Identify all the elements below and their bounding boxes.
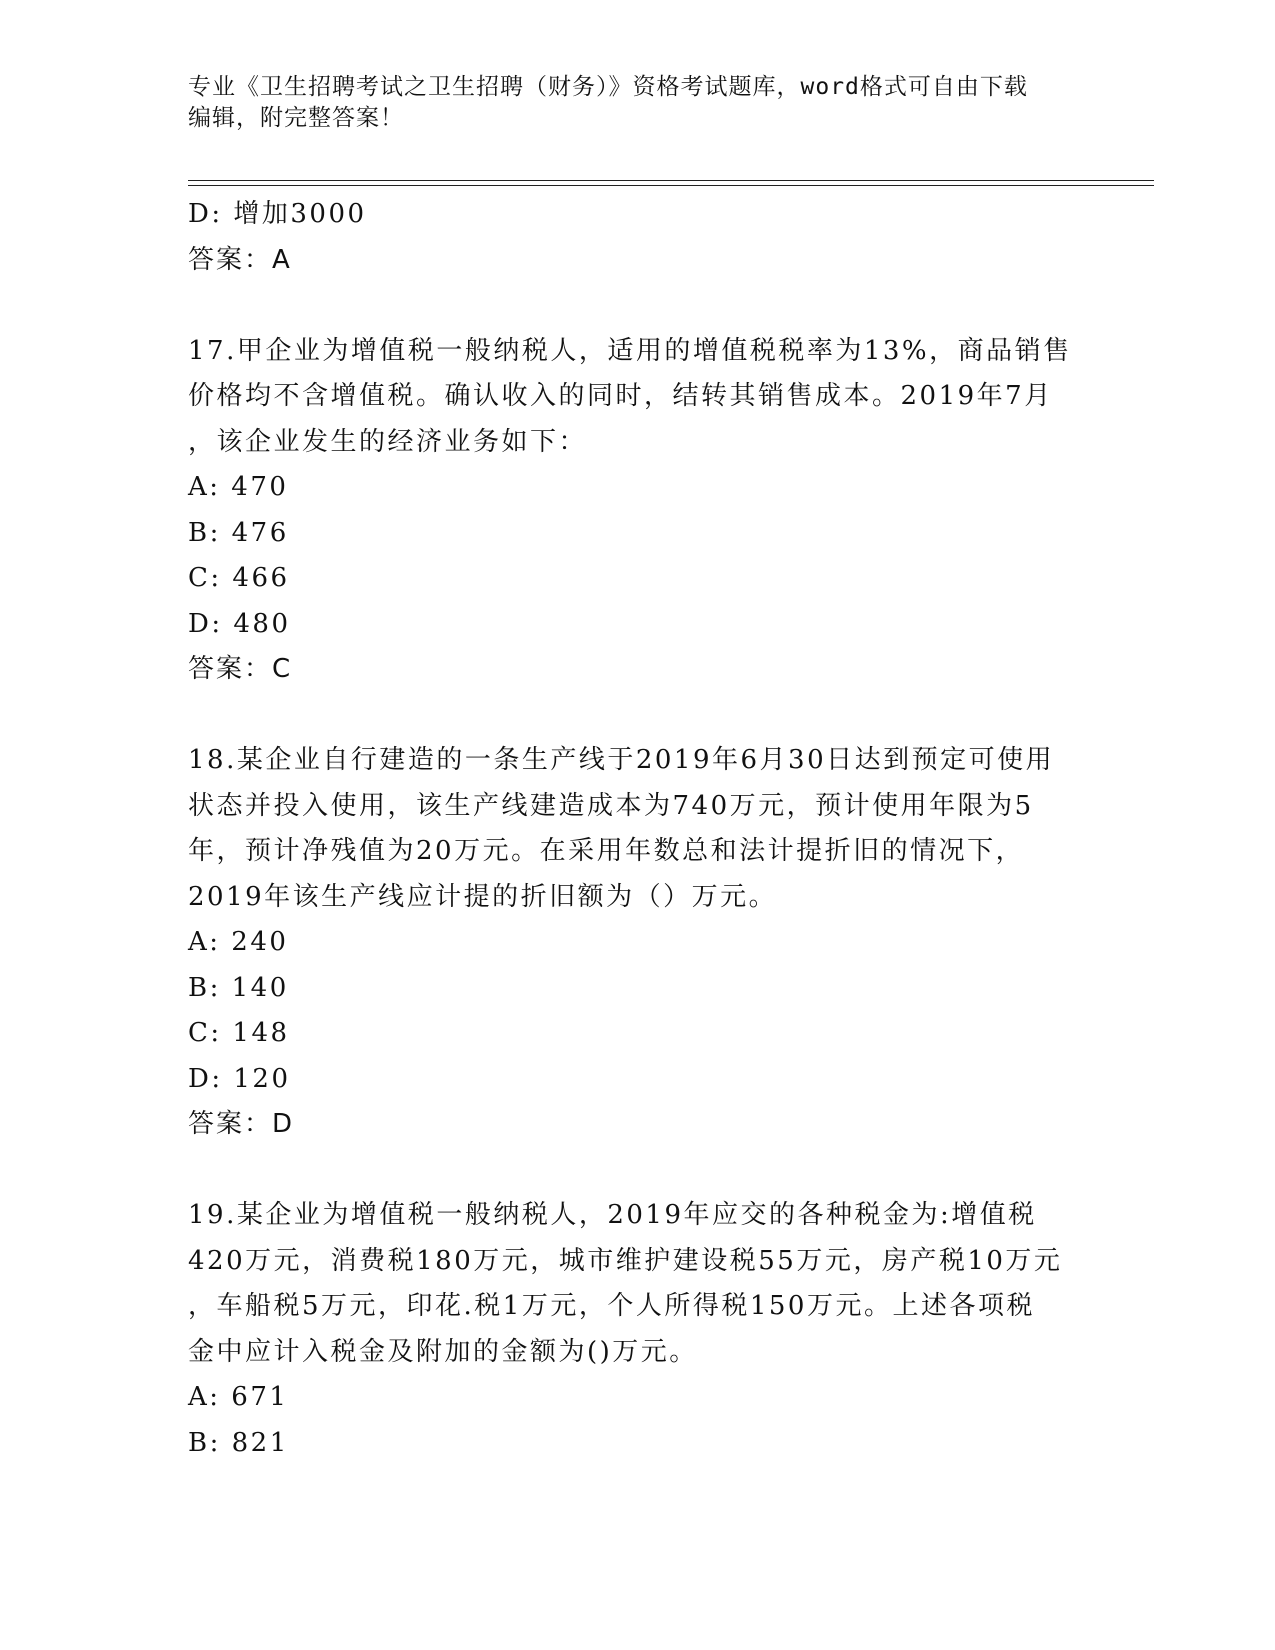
question-stem-line: ，车船税5万元，印花.税1万元，个人所得税150万元。上述各项税 (188, 1291, 1035, 1321)
option-b: B: 821 (188, 1427, 289, 1458)
question-stem-line: 金中应计入税金及附加的金额为()万元。 (188, 1336, 698, 1367)
question-19 (188, 1193, 1088, 1466)
option-d: D: 120 (188, 1063, 291, 1094)
spacer (188, 693, 1088, 739)
option-c: C: 466 (188, 563, 290, 593)
question-stem-line: 价格均不含增值税。确认收入的同时，结转其销售成本。2019年7月 (188, 381, 1053, 411)
document-header (188, 72, 1088, 134)
question-stem-line: ，该企业发生的经济业务如下： (188, 426, 588, 457)
option-a: A: 240 (188, 927, 289, 957)
question-content (188, 192, 1088, 1466)
answer: 答案：C (188, 654, 293, 684)
spacer (188, 1148, 1088, 1194)
prev-answer: 答案：A (188, 244, 292, 275)
question-stem-line: 2019年该生产线应计提的折旧额为（）万元。 (188, 881, 778, 912)
header-rule-top (188, 180, 1154, 181)
question-18 (188, 738, 1088, 1148)
option-a: A: 470 (188, 472, 289, 502)
question-stem-line: 420万元，消费税180万元，城市维护建设税55万元，房产税10万元 (188, 1245, 1063, 1276)
header-line-2: 编辑，附完整答案！ (188, 105, 404, 131)
question-17 (188, 329, 1088, 693)
prev-option-d: D: 增加3000 (188, 199, 367, 229)
spacer (188, 283, 1088, 329)
header-line-1: 专业《卫生招聘考试之卫生招聘（财务）》资格考试题库，word格式可自由下载 (188, 74, 1028, 100)
question-stem-line: 19.某企业为增值税一般纳税人，2019年应交的各种税金为:增值税 (188, 1200, 1037, 1230)
question-stem-line: 17.甲企业为增值税一般纳税人，适用的增值税税率为13%，商品销售 (188, 335, 1072, 366)
option-b: B: 476 (188, 517, 289, 548)
option-a: A: 671 (188, 1382, 289, 1412)
answer: 答案：D (188, 1109, 295, 1139)
question-stem-line: 年，预计净残值为20万元。在采用年数总和法计提折旧的情况下， (188, 836, 1025, 866)
question-stem-line: 状态并投入使用，该生产线建造成本为740万元，预计使用年限为5 (188, 790, 1034, 821)
question-stem-line: 18.某企业自行建造的一条生产线于2019年6月30日达到预定可使用 (188, 745, 1055, 775)
header-rule-bottom (188, 185, 1154, 186)
option-b: B: 140 (188, 972, 289, 1003)
option-d: D: 480 (188, 608, 291, 639)
option-c: C: 148 (188, 1018, 290, 1048)
